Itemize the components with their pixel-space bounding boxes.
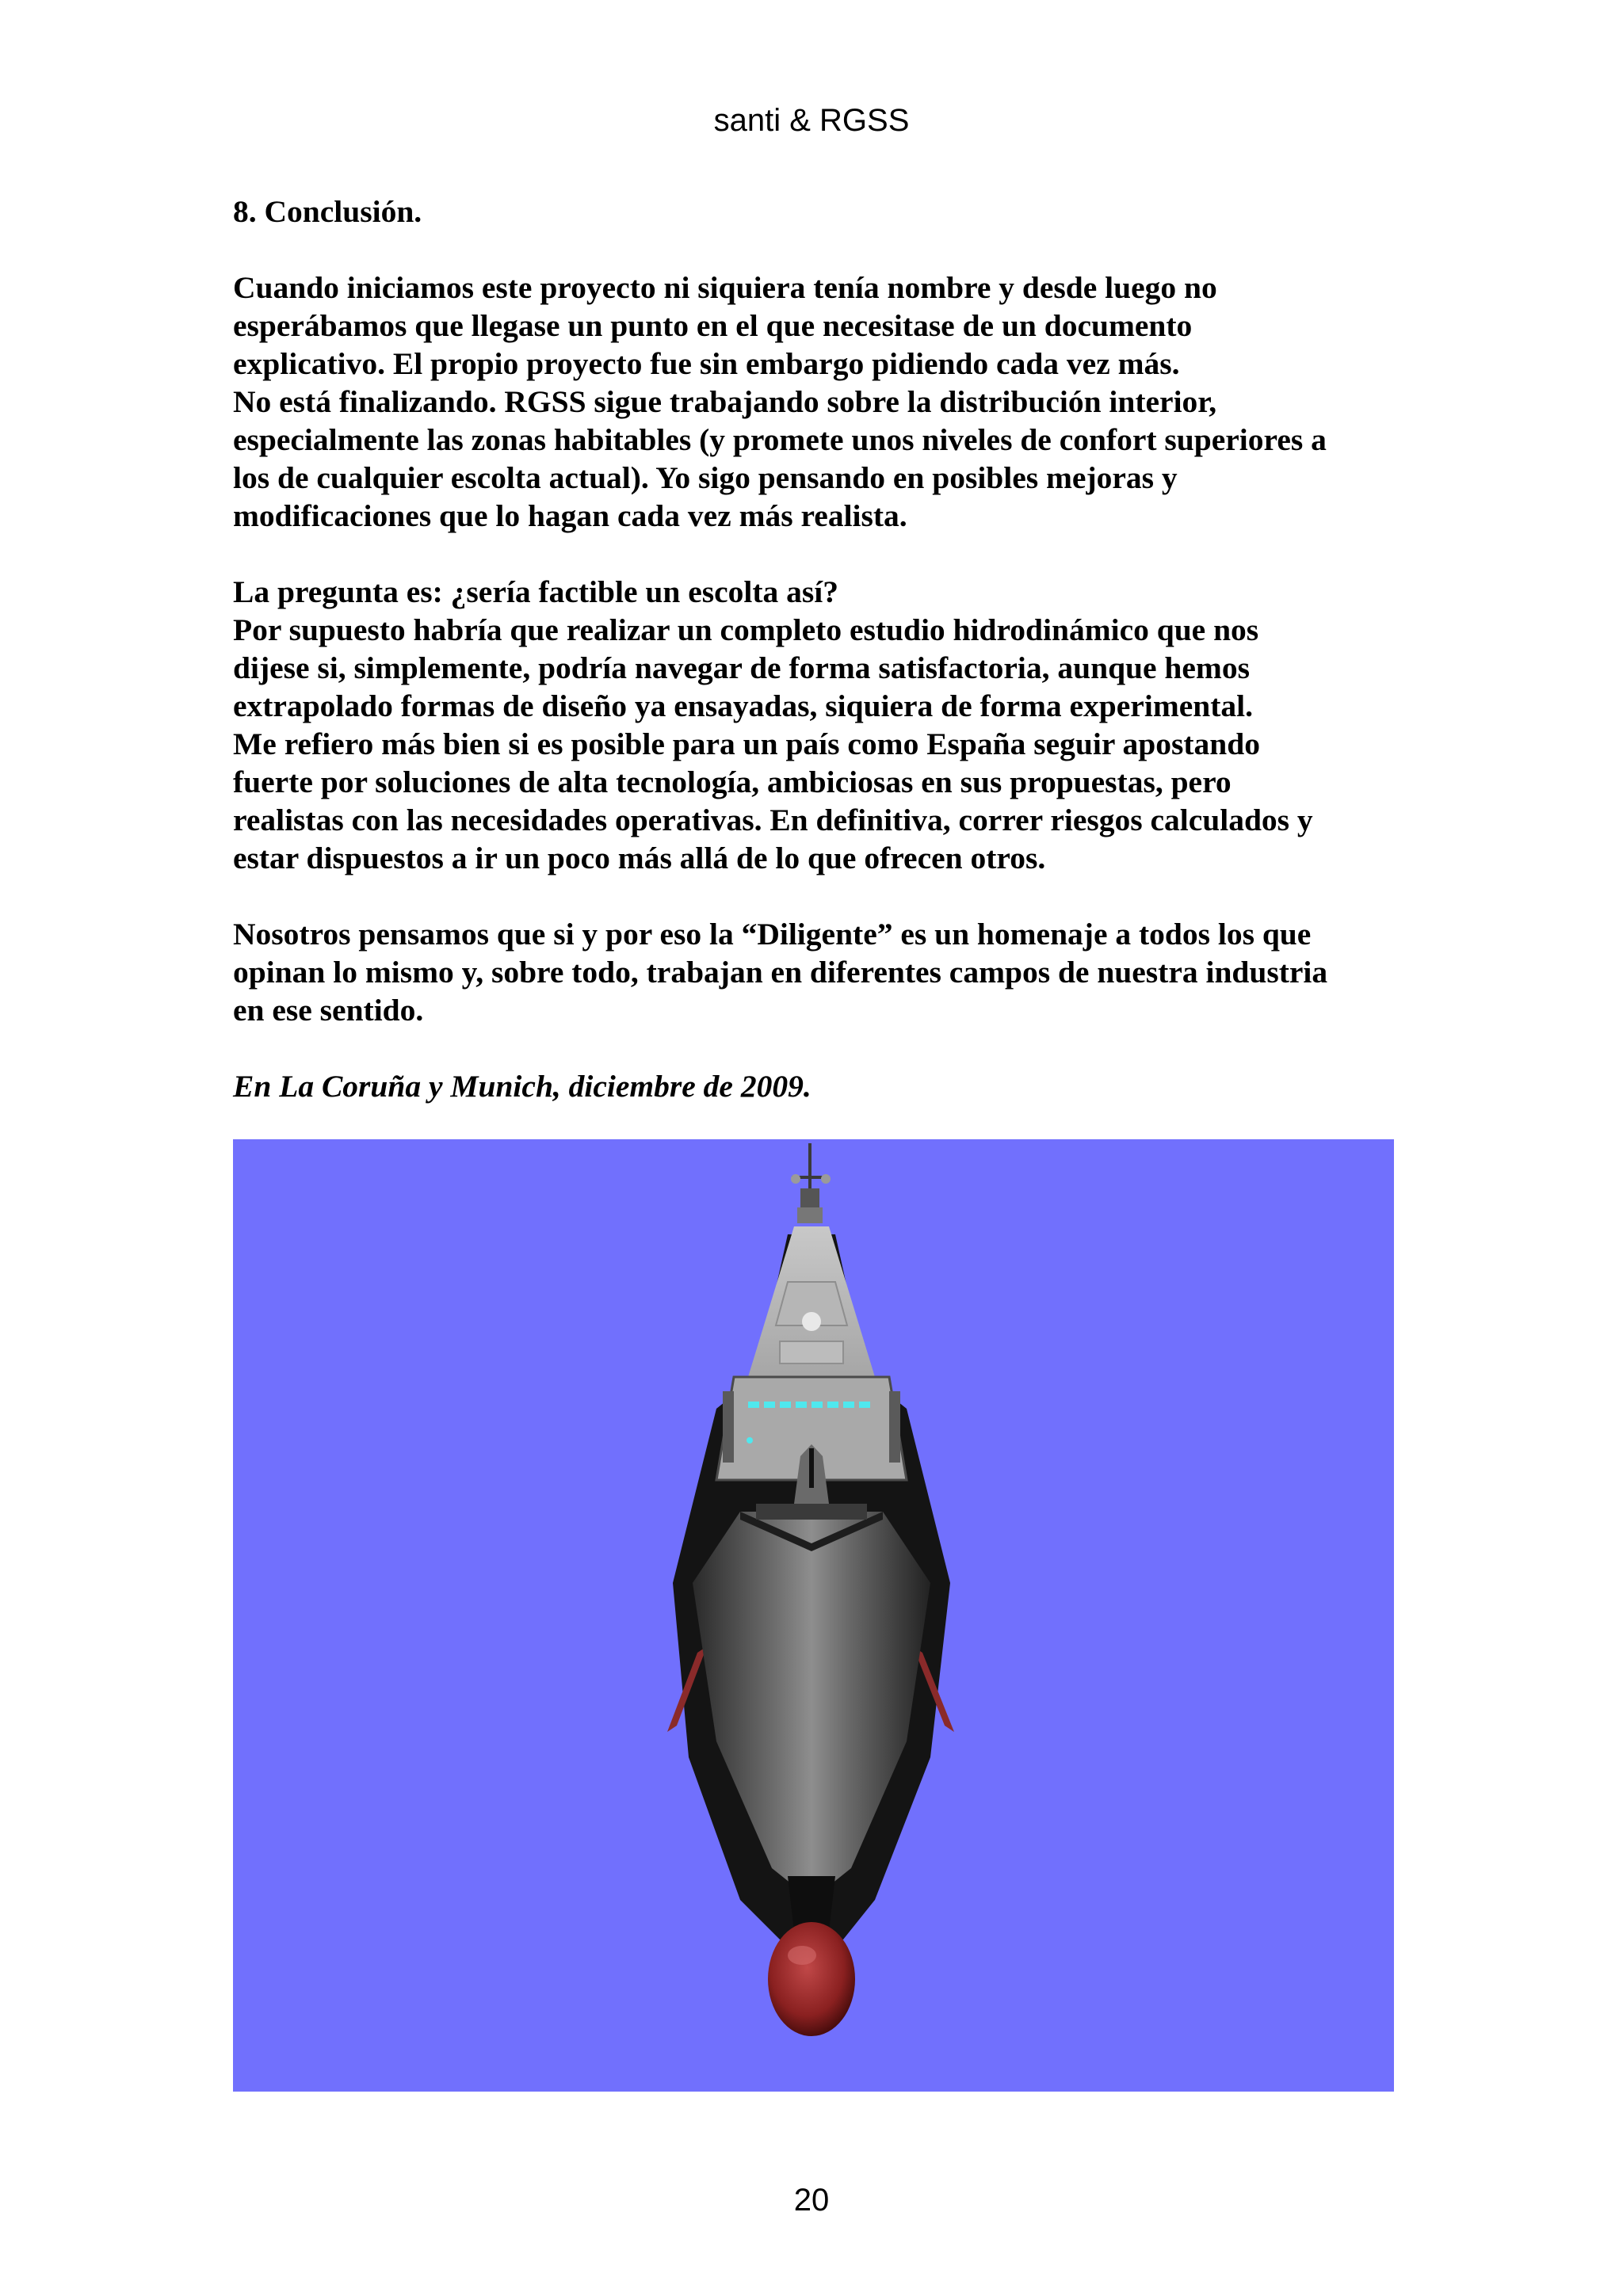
page-number: 20 [793,2183,830,2218]
text-line: No está finalizando. RGSS sigue trabajando sobre la distribución interior, [233,384,1217,419]
ship-render-figure [233,1139,1394,2092]
spacer [233,1029,1406,1067]
signature-line: En La Coruña y Munich, diciembre de 2009. [233,1069,812,1104]
spacer [233,535,1406,573]
text-line: realistas con las necesidades operativas. En definitiva, correr riesgos calculados y [233,803,1313,837]
spacer [233,231,1406,269]
text-line: esperábamos que llegase un punto en el que necesitase de un documento [233,308,1193,343]
text-line: Nosotros pensamos que si y por eso la “Diligente” es un homenaje a todos los que [233,917,1312,952]
text-line: Cuando iniciamos este proyecto ni siquiera tenía nombre y desde luego no [233,270,1217,305]
page-header: santi & RGSS [713,103,910,138]
text-line: extrapolado formas de diseño ya ensayadas, siquiera de forma experimental. [233,688,1253,723]
text-line: La pregunta es: ¿sería factible un escolta así? [233,574,838,609]
text-line: opinan lo mismo y, sobre todo, trabajan en diferentes campos de nuestra industria [233,955,1328,990]
text-line: fuerte por soluciones de alta tecnología, ambiciosas en sus propuestas, pero [233,765,1232,799]
text-line: Me refiero más bien si es posible para un país como España seguir apostando [233,727,1260,761]
document-body [233,193,1406,1105]
paragraph-intro [233,269,1406,535]
mast [791,1143,831,1223]
text-line: en ese sentido. [233,993,424,1028]
spacer [233,877,1406,915]
paragraph-homage [233,915,1406,1029]
text-line: los de cualquier escolta actual). Yo sigo pensando en posibles mejoras y [233,460,1178,495]
sonar-bulb [768,1922,855,2036]
text-line: modificaciones que lo hagan cada vez más realista. [233,498,907,533]
text-line: estar dispuestos a ir un poco más allá de lo que ofrecen otros. [233,841,1046,875]
text-line: explicativo. El propio proyecto fue sin embargo pidiendo cada vez más. [233,346,1180,381]
text-line: especialmente las zonas habitables (y promete unos niveles de confort superiores a [233,422,1327,457]
paragraph-question [233,573,1406,877]
text-line: Por supuesto habría que realizar un completo estudio hidrodinámico que nos [233,612,1259,647]
warship-top-view-illustration [233,1139,1394,2092]
section-title: 8. Conclusión. [233,194,422,229]
text-line: dijese si, simplemente, podría navegar de forma satisfactoria, aunque hemos [233,650,1250,685]
